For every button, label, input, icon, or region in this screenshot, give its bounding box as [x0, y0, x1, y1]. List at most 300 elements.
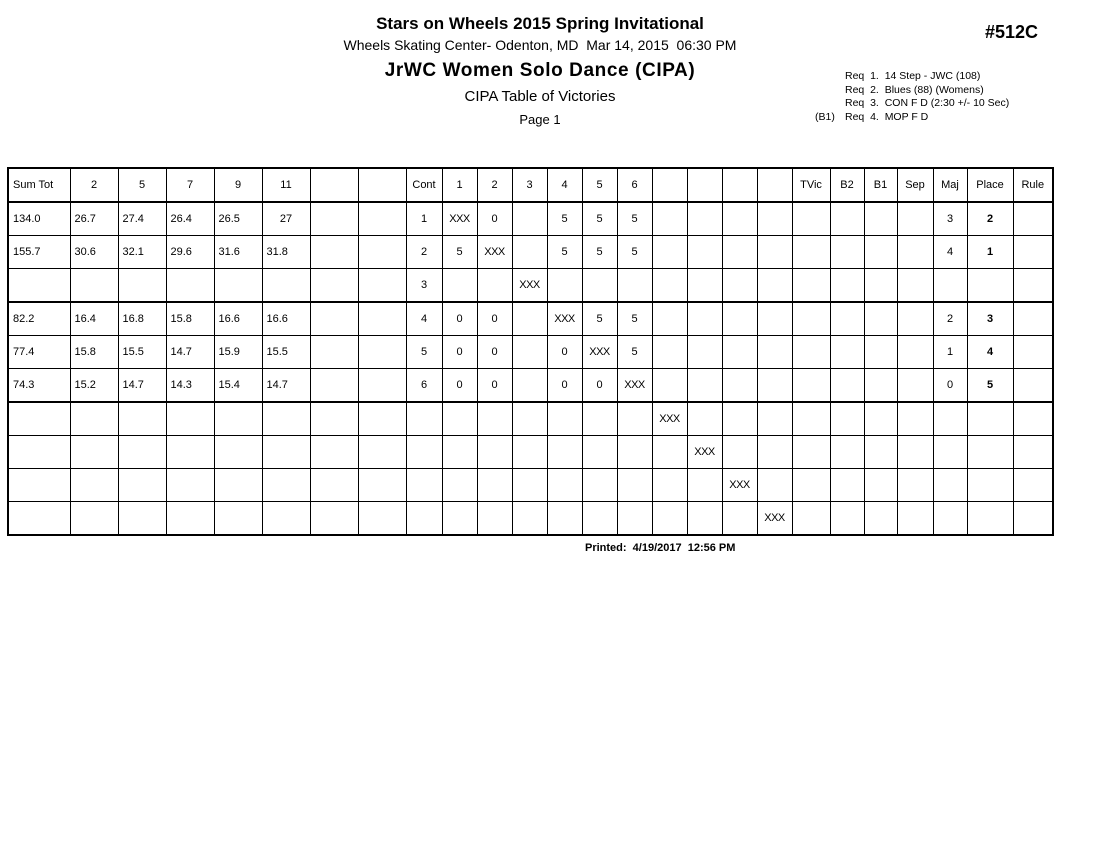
cell — [933, 502, 967, 536]
cell — [8, 502, 70, 536]
cell — [864, 202, 897, 236]
cell — [757, 369, 792, 403]
cell — [652, 369, 687, 403]
column-header — [722, 168, 757, 202]
cell: 4 — [933, 236, 967, 269]
cell: 26.7 — [70, 202, 118, 236]
cell — [358, 236, 406, 269]
cell — [897, 369, 933, 403]
column-header: 5 — [582, 168, 617, 202]
cell — [687, 502, 722, 536]
cell — [358, 502, 406, 536]
cell — [792, 469, 830, 502]
cell — [358, 336, 406, 369]
cell — [442, 436, 477, 469]
cell — [118, 502, 166, 536]
requirement-text: Req 2. Blues (88) (Womens) — [845, 83, 984, 96]
cell — [70, 502, 118, 536]
cell — [652, 236, 687, 269]
cell — [830, 336, 864, 369]
cell — [897, 236, 933, 269]
column-header: 3 — [512, 168, 547, 202]
cell — [722, 402, 757, 436]
cell — [830, 202, 864, 236]
cell — [214, 502, 262, 536]
cell — [477, 502, 512, 536]
cell: 15.8 — [166, 302, 214, 336]
cell — [722, 236, 757, 269]
cell: 5 — [582, 202, 617, 236]
cell: 15.4 — [214, 369, 262, 403]
cell — [652, 302, 687, 336]
cell — [687, 302, 722, 336]
cell — [70, 402, 118, 436]
cell — [864, 302, 897, 336]
cell: 4 — [967, 336, 1013, 369]
cell — [897, 402, 933, 436]
cell — [617, 469, 652, 502]
cell: 27.4 — [118, 202, 166, 236]
crossed-cell: XXX — [442, 202, 477, 236]
crossed-cell: XXX — [512, 269, 547, 303]
column-header: 5 — [118, 168, 166, 202]
cell: 1 — [967, 236, 1013, 269]
cell: 5 — [547, 202, 582, 236]
cell — [262, 469, 310, 502]
cell — [757, 236, 792, 269]
cell: 1 — [406, 202, 442, 236]
column-header: TVic — [792, 168, 830, 202]
cell — [757, 269, 792, 303]
cell — [652, 202, 687, 236]
cell — [617, 402, 652, 436]
cell — [1013, 502, 1053, 536]
cell — [512, 402, 547, 436]
cell: 155.7 — [8, 236, 70, 269]
cell — [310, 469, 358, 502]
cell — [652, 336, 687, 369]
cell — [722, 302, 757, 336]
cell — [262, 502, 310, 536]
event-number: #512C — [984, 22, 1038, 42]
cell — [358, 369, 406, 403]
cell — [262, 436, 310, 469]
cell: 0 — [477, 369, 512, 403]
cell — [722, 502, 757, 536]
column-header: B2 — [830, 168, 864, 202]
cell — [358, 202, 406, 236]
column-header: Place — [967, 168, 1013, 202]
cell — [687, 469, 722, 502]
cell — [687, 336, 722, 369]
cell — [1013, 336, 1053, 369]
cell — [967, 402, 1013, 436]
cell: 3 — [406, 269, 442, 303]
cell: 5 — [442, 236, 477, 269]
cell — [652, 269, 687, 303]
column-header: 7 — [166, 168, 214, 202]
cell — [617, 269, 652, 303]
cell — [8, 436, 70, 469]
cell: 29.6 — [166, 236, 214, 269]
cell: 5 — [582, 302, 617, 336]
cell — [1013, 202, 1053, 236]
cell: 15.8 — [70, 336, 118, 369]
cell: 74.3 — [8, 369, 70, 403]
cell: 16.8 — [118, 302, 166, 336]
cell — [512, 369, 547, 403]
cell: 16.6 — [214, 302, 262, 336]
cell — [792, 202, 830, 236]
table-row — [8, 369, 1053, 403]
cell — [864, 502, 897, 536]
cell — [1013, 469, 1053, 502]
cell: 30.6 — [70, 236, 118, 269]
cell — [897, 336, 933, 369]
cell — [547, 502, 582, 536]
cell — [214, 402, 262, 436]
cell: 1 — [933, 336, 967, 369]
cell: 6 — [406, 369, 442, 403]
cell — [967, 436, 1013, 469]
cell — [166, 402, 214, 436]
requirement-text: Req 3. CON F D (2:30 +/- 10 Sec) — [845, 97, 1010, 109]
column-header — [687, 168, 722, 202]
cell — [477, 469, 512, 502]
cell: 0 — [933, 369, 967, 403]
cell: 0 — [442, 336, 477, 369]
cell — [897, 269, 933, 303]
requirement-text: Req 1. 14 Step - JWC (108) — [845, 70, 981, 82]
cell — [477, 402, 512, 436]
table-row — [8, 336, 1053, 369]
cell — [687, 369, 722, 403]
cell: 5 — [547, 236, 582, 269]
cell: 0 — [442, 302, 477, 336]
cell: 3 — [967, 302, 1013, 336]
cell — [687, 269, 722, 303]
column-header: Rule — [1013, 168, 1053, 202]
cell — [792, 402, 830, 436]
cell — [582, 502, 617, 536]
cell — [8, 469, 70, 502]
table-of-victories-wrap — [7, 167, 1054, 536]
cell: 5 — [617, 236, 652, 269]
cell: 2 — [933, 302, 967, 336]
cell — [722, 202, 757, 236]
table-row — [8, 402, 1053, 436]
cell — [310, 436, 358, 469]
cell — [864, 469, 897, 502]
column-header: 11 — [262, 168, 310, 202]
page-number-label: Page 1 — [519, 112, 561, 127]
cell: 5 — [617, 336, 652, 369]
column-header — [757, 168, 792, 202]
cell — [512, 436, 547, 469]
cell: 77.4 — [8, 336, 70, 369]
column-header: 2 — [70, 168, 118, 202]
cell — [687, 236, 722, 269]
cell: 16.6 — [262, 302, 310, 336]
cell: 3 — [933, 202, 967, 236]
cell: 5 — [967, 369, 1013, 403]
cell — [652, 502, 687, 536]
cell: 26.5 — [214, 202, 262, 236]
cell: 5 — [582, 236, 617, 269]
cell — [757, 302, 792, 336]
cell — [687, 202, 722, 236]
cell — [864, 369, 897, 403]
requirement-line — [815, 111, 1009, 125]
cell — [830, 269, 864, 303]
cell — [757, 336, 792, 369]
column-header — [358, 168, 406, 202]
cell — [864, 336, 897, 369]
column-header: 6 — [617, 168, 652, 202]
cell — [1013, 236, 1053, 269]
column-header: Sum Tot — [8, 168, 70, 202]
cell — [933, 436, 967, 469]
cell — [358, 469, 406, 502]
cell — [1013, 302, 1053, 336]
cell — [830, 302, 864, 336]
cell — [792, 336, 830, 369]
cell — [933, 269, 967, 303]
column-header — [652, 168, 687, 202]
cell — [358, 269, 406, 303]
cell — [118, 402, 166, 436]
cell — [864, 269, 897, 303]
cell: 134.0 — [8, 202, 70, 236]
cell — [166, 436, 214, 469]
cell — [547, 436, 582, 469]
crossed-cell: XXX — [722, 469, 757, 502]
cell — [864, 236, 897, 269]
cell — [830, 369, 864, 403]
cell — [722, 336, 757, 369]
cell — [214, 469, 262, 502]
cell — [967, 469, 1013, 502]
cell: 27 — [262, 202, 310, 236]
cell — [358, 402, 406, 436]
cell: 15.5 — [118, 336, 166, 369]
cell — [687, 402, 722, 436]
cell — [310, 302, 358, 336]
category-title: JrWC Women Solo Dance (CIPA) — [384, 60, 696, 81]
cell: 14.3 — [166, 369, 214, 403]
crossed-cell: XXX — [652, 402, 687, 436]
cell: 0 — [477, 302, 512, 336]
cell — [310, 369, 358, 403]
cell — [310, 336, 358, 369]
cell — [118, 469, 166, 502]
column-header: Sep — [897, 168, 933, 202]
crossed-cell: XXX — [687, 436, 722, 469]
cell: 15.5 — [262, 336, 310, 369]
cell — [617, 436, 652, 469]
cell — [406, 502, 442, 536]
cell: 0 — [582, 369, 617, 403]
table-of-victories — [7, 167, 1054, 536]
cell: 5 — [617, 302, 652, 336]
cell — [1013, 402, 1053, 436]
cell — [722, 436, 757, 469]
requirement-text: Req 4. MOP F D — [845, 110, 929, 123]
cell: 31.6 — [214, 236, 262, 269]
cell — [933, 402, 967, 436]
cell: 31.8 — [262, 236, 310, 269]
crossed-cell: XXX — [617, 369, 652, 403]
crossed-cell: XXX — [547, 302, 582, 336]
table-row — [8, 502, 1053, 536]
report-title: CIPA Table of Victories — [464, 88, 616, 105]
cell — [262, 269, 310, 303]
cell: 82.2 — [8, 302, 70, 336]
cell — [652, 469, 687, 502]
cell — [512, 336, 547, 369]
cell — [166, 502, 214, 536]
cell — [70, 436, 118, 469]
cell: 0 — [547, 336, 582, 369]
cell — [8, 269, 70, 303]
cell: 0 — [477, 336, 512, 369]
cell — [864, 402, 897, 436]
table-row — [8, 269, 1053, 303]
cell — [933, 469, 967, 502]
cell — [70, 469, 118, 502]
cell — [830, 436, 864, 469]
cell: 26.4 — [166, 202, 214, 236]
cell — [477, 436, 512, 469]
cell — [897, 202, 933, 236]
crossed-cell: XXX — [477, 236, 512, 269]
requirements-block — [815, 70, 1009, 124]
cell — [547, 469, 582, 502]
requirement-prefix — [815, 97, 845, 111]
requirement-prefix — [815, 70, 845, 84]
cell — [442, 502, 477, 536]
column-header: Maj — [933, 168, 967, 202]
cell — [792, 269, 830, 303]
cell — [477, 269, 512, 303]
crossed-cell: XXX — [757, 502, 792, 536]
cell — [792, 369, 830, 403]
cell — [830, 236, 864, 269]
column-header: 1 — [442, 168, 477, 202]
cell — [897, 302, 933, 336]
cell — [214, 436, 262, 469]
cell — [582, 469, 617, 502]
cell: 2 — [967, 202, 1013, 236]
crossed-cell: XXX — [582, 336, 617, 369]
cell — [967, 269, 1013, 303]
cell — [512, 502, 547, 536]
cell — [358, 436, 406, 469]
venue-date-line: Wheels Skating Center- Odenton, MD Mar 14, 2015 06:30 PM — [343, 37, 737, 53]
cell — [582, 402, 617, 436]
cell — [830, 469, 864, 502]
cell — [1013, 369, 1053, 403]
cell — [512, 469, 547, 502]
cell — [310, 202, 358, 236]
cell — [8, 402, 70, 436]
cell — [310, 402, 358, 436]
cell: 15.9 — [214, 336, 262, 369]
cell — [757, 469, 792, 502]
cell — [757, 402, 792, 436]
cell — [547, 269, 582, 303]
cell — [442, 469, 477, 502]
cell — [897, 502, 933, 536]
cell — [310, 502, 358, 536]
cell: 14.7 — [118, 369, 166, 403]
cell — [406, 402, 442, 436]
cell — [166, 269, 214, 303]
cell — [722, 369, 757, 403]
cell — [792, 502, 830, 536]
cell — [792, 302, 830, 336]
column-header — [310, 168, 358, 202]
cell — [1013, 436, 1053, 469]
column-header: 9 — [214, 168, 262, 202]
cell: 15.2 — [70, 369, 118, 403]
cell: 14.7 — [262, 369, 310, 403]
cell — [582, 436, 617, 469]
requirement-prefix — [815, 84, 845, 98]
cell — [582, 269, 617, 303]
cell: 0 — [477, 202, 512, 236]
column-header: 4 — [547, 168, 582, 202]
cell: 16.4 — [70, 302, 118, 336]
cell: 14.7 — [166, 336, 214, 369]
cell — [262, 402, 310, 436]
event-title: Stars on Wheels 2015 Spring Invitational — [376, 14, 704, 33]
cell — [897, 469, 933, 502]
cell: 32.1 — [118, 236, 166, 269]
cell — [757, 436, 792, 469]
cell — [118, 269, 166, 303]
cell — [967, 502, 1013, 536]
cell — [406, 469, 442, 502]
cell — [310, 269, 358, 303]
table-row — [8, 302, 1053, 336]
cell — [166, 469, 214, 502]
cell — [512, 302, 547, 336]
header-row — [8, 168, 1053, 202]
cell: 0 — [442, 369, 477, 403]
column-header: B1 — [864, 168, 897, 202]
table-row — [8, 436, 1053, 469]
cell — [512, 236, 547, 269]
requirement-prefix: (B1) — [815, 110, 835, 123]
cell — [512, 202, 547, 236]
requirement-line — [815, 84, 1009, 98]
cell — [830, 502, 864, 536]
requirement-line — [815, 70, 1009, 84]
cell — [864, 436, 897, 469]
requirement-line — [815, 97, 1009, 111]
cell — [757, 202, 792, 236]
cell — [214, 269, 262, 303]
table-row — [8, 202, 1053, 236]
cell — [617, 502, 652, 536]
cell — [830, 402, 864, 436]
cell — [792, 436, 830, 469]
printed-timestamp: Printed: 4/19/2017 12:56 PM — [585, 542, 736, 554]
cell — [897, 436, 933, 469]
column-header: Cont — [406, 168, 442, 202]
cell: 2 — [406, 236, 442, 269]
